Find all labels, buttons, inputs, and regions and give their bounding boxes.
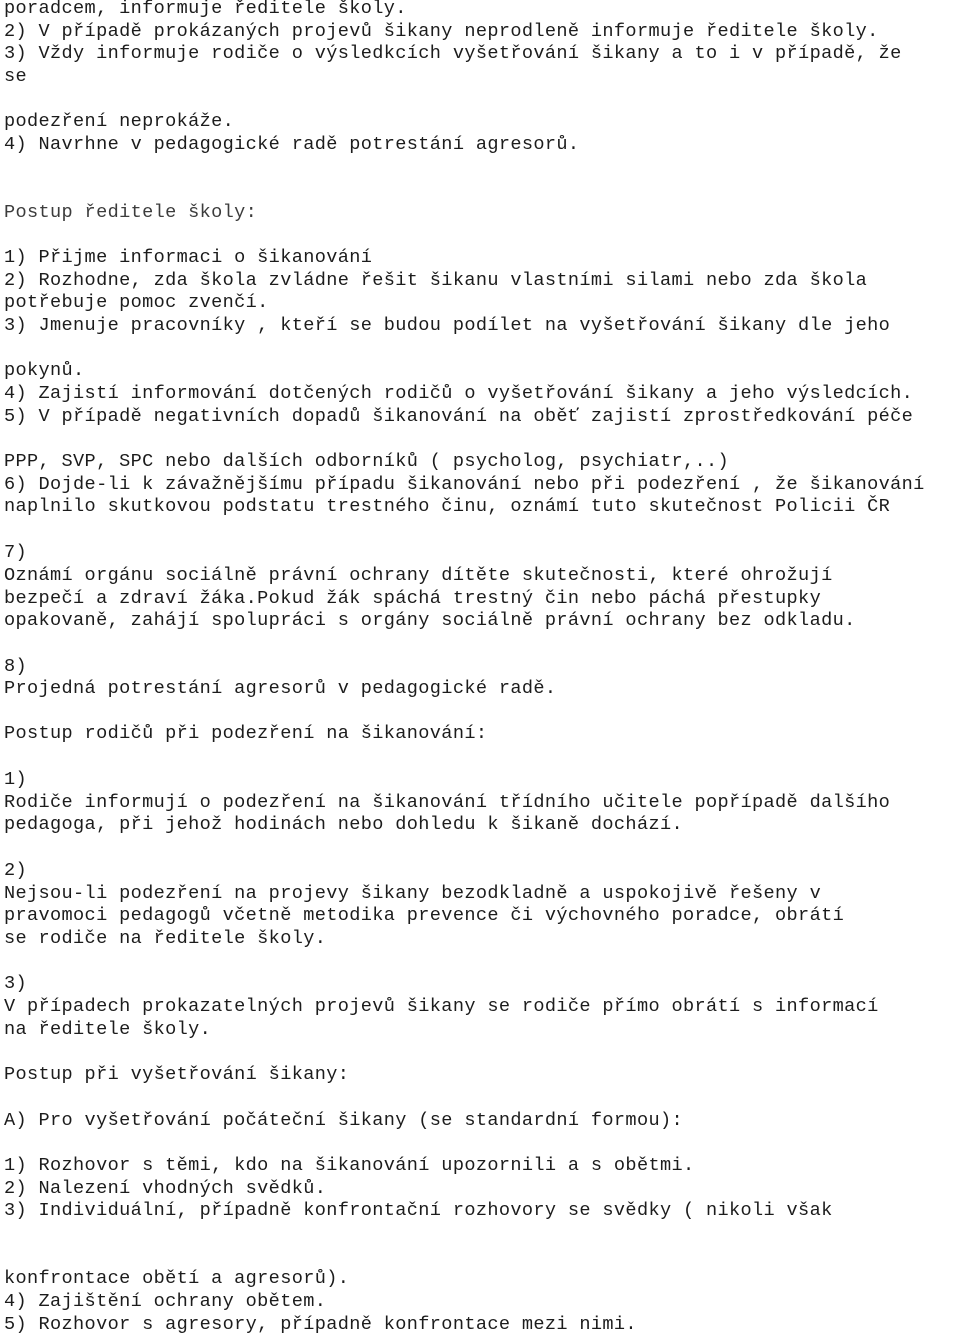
text-line: 2) V případě prokázaných projevů šikany neprodleně informuje ředitele školy. xyxy=(4,21,879,42)
text-line: 2) Rozhodne, zda škola zvládne řešit šikanu vlastními silami nebo zda škola xyxy=(4,270,868,291)
text-line: V případech prokazatelných projevů šikany se rodiče přímo obrátí s informací xyxy=(4,996,879,1017)
text-line: 5) V případě negativních dopadů šikanování na oběť zajistí zprostředkování péče xyxy=(4,406,914,427)
text-line: 3) Vždy informuje rodiče o výsledkcích vyšetřování šikany a to i v případě, že xyxy=(4,43,902,64)
text-line: PPP, SVP, SPC nebo dalších odborníků ( psycholog, psychiatr,..) xyxy=(4,451,730,472)
section-heading: Postup při vyšetřování šikany: xyxy=(4,1064,350,1085)
text-line: pedagoga, při jehož hodinách nebo dohledu k šikaně dochází. xyxy=(4,814,683,835)
section-heading: Postup rodičů při podezření na šikanování: xyxy=(4,723,488,744)
text-line: 7) xyxy=(4,542,28,563)
text-line: 2) xyxy=(4,860,28,881)
text-line: 8) xyxy=(4,656,28,677)
text-line: Oznámí orgánu sociálně právní ochrany dítěte skutečnosti, které ohrožují xyxy=(4,565,833,586)
text-line: 4) Zajistí informování dotčených rodičů o vyšetřování šikany a jeho výsledcích. xyxy=(4,383,914,404)
text-line: se rodiče na ředitele školy. xyxy=(4,928,327,949)
text-line: 4) Navrhne v pedagogické radě potrestání agresorů. xyxy=(4,134,580,155)
text-line: 3) Individuální, případně konfrontační rozhovory se svědky ( nikoli však xyxy=(4,1200,833,1221)
text-line: 2) Nalezení vhodných svědků. xyxy=(4,1178,327,1199)
text-line: 1) xyxy=(4,769,28,790)
text-line: podezření neprokáže. xyxy=(4,111,235,132)
text-line: opakovaně, zahájí spolupráci s orgány sociálně právní ochrany bez odkladu. xyxy=(4,610,856,631)
text-line: pokynů. xyxy=(4,360,85,381)
text-line: A) Pro vyšetřování počáteční šikany (se standardní formou): xyxy=(4,1110,683,1131)
text-line: se xyxy=(4,66,28,87)
text-line: 6) Dojde-li k závažnějšímu případu šikanování nebo při podezření , že šikanování xyxy=(4,474,925,495)
text-line: pravomoci pedagogů včetně metodika prevence či výchovného poradce, obrátí xyxy=(4,905,845,926)
text-line: 3) xyxy=(4,973,28,994)
text-line: 1) Rozhovor s těmi, kdo na šikanování upozornili a s obětmi. xyxy=(4,1155,695,1176)
text-line: konfrontace obětí a agresorů). xyxy=(4,1268,350,1289)
text-line: naplnilo skutkovou podstatu trestného činu, oznámí tuto skutečnost Policii ČR xyxy=(4,496,891,517)
text-line: 1) Přijme informaci o šikanování xyxy=(4,247,373,268)
text-line: 5) Rozhovor s agresory, případně konfrontace mezi nimi. xyxy=(4,1314,637,1335)
text-line: poradcem, informuje ředitele školy. xyxy=(4,0,407,19)
text-line: bezpečí a zdraví žáka.Pokud žák spáchá trestný čin nebo páchá přestupky xyxy=(4,588,822,609)
text-line: Rodiče informují o podezření na šikanování třídního učitele popřípadě dalšího xyxy=(4,792,891,813)
text-line: 4) Zajištění ochrany obětem. xyxy=(4,1291,327,1312)
text-line: Nejsou-li podezření na projevy šikany bezodkladně a uspokojivě řešeny v xyxy=(4,883,822,904)
section-heading: Postup ředitele školy: xyxy=(4,202,258,223)
text-line: Projedná potrestání agresorů v pedagogické radě. xyxy=(4,678,557,699)
text-line: potřebuje pomoc zvenčí. xyxy=(4,292,269,313)
text-line: 3) Jmenuje pracovníky , kteří se budou podílet na vyšetřování šikany dle jeho xyxy=(4,315,891,336)
text-line: na ředitele školy. xyxy=(4,1019,212,1040)
